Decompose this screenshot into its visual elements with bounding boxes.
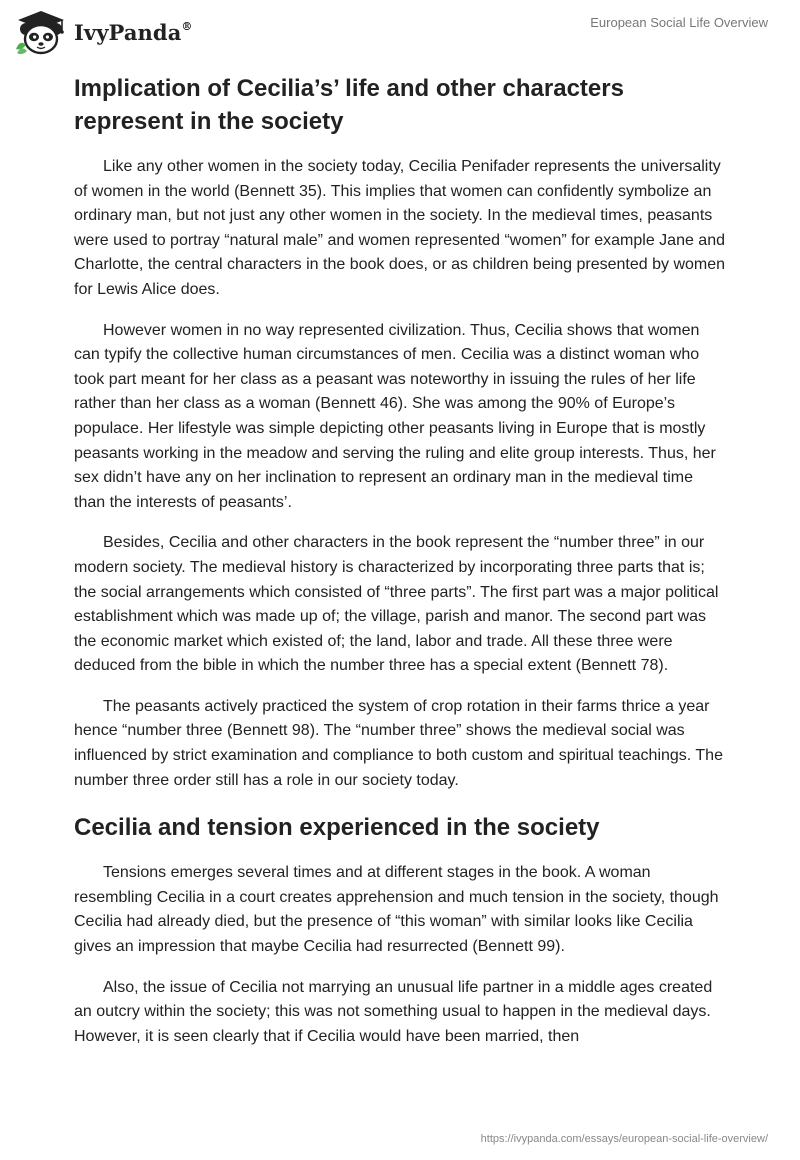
page-header-title: European Social Life Overview xyxy=(590,15,768,30)
paragraph: Besides, Cecilia and other characters in the book represent the “number three” in our modern society. The medieval history is characterized by incorporating three parts that is; the social arrangements which consisted of “three parts”. The first part was a major political establishment which was made up of; the village, parish and manor. The second part was the economic market which existed of; the land, labor and trade. All these three were deduced from the bible in which the number three has a special extent (Bennett 78). xyxy=(74,534,719,675)
brand-name: IvyPanda xyxy=(74,19,182,45)
paragraph: However women in no way represented civilization. Thus, Cecilia shows that women can typify the collective human circumstances of men. Cecilia was a distinct woman who took part meant for her class as a peasant was noteworthy in issuing the rules of her life rather than her class as a woman (Bennett 46). She was among the 90% of Europe’s populace. Her lifestyle was simple depicting other peasants living in Europe that is mostly peasants working in the meadow and serving the ruling and elite group interests. Thus, her sex didn’t have any on her inclination to represent an ordinary man in the medieval time than the interests of peasants’. xyxy=(74,321,716,511)
paragraph: The peasants actively practiced the system of crop rotation in their farms thrice a year hence “number three (Bennett 98). The “number three” shows the medieval social was influenced by strict examination and compliance to both custom and spiritual teachings. The number three order still has a role in our society today. xyxy=(74,697,723,789)
panda-graduate-icon xyxy=(14,9,68,55)
section-heading-tension: Cecilia and tension experienced in the society xyxy=(74,814,600,842)
paragraph: Also, the issue of Cecilia not marrying an unusual life partner in a middle ages created an outcry within the society; this was not something usual to happen in the medieval days. However, it is seen clearly that if Cecilia would have been married, then xyxy=(74,978,713,1045)
section-heading-implication: Implication of Cecilia’s’ life and other characters represent in the society xyxy=(74,75,624,135)
paragraph: Like any other women in the society today, Cecilia Penifader represents the universality of women in the world (Bennett 35). This implies that women can confidently symbolize an ordinary man, but not just any other women in the society. In the medieval times, peasants were used to portray “natural male” and women represented “women” for example Jane and Charlotte, the central characters in the book does, or as children being presented by women for Lewis Alice does. xyxy=(74,158,726,298)
paragraph: Tensions emerges several times and at different stages in the book. A woman resembling Cecilia in a court creates apprehension and much tension in the society, though Cecilia had already died, but the presence of “this woman” with similar looks like Cecilia gives an impression that maybe Cecilia had resurrected (Bennett 99). xyxy=(74,864,719,956)
footer-source-url[interactable]: https://ivypanda.com/essays/european-social-life-overview/ xyxy=(480,1133,768,1145)
page-header xyxy=(0,0,800,64)
article-body xyxy=(74,72,728,1065)
brand-registered-mark: ® xyxy=(181,19,193,33)
brand-logo[interactable] xyxy=(14,9,193,55)
